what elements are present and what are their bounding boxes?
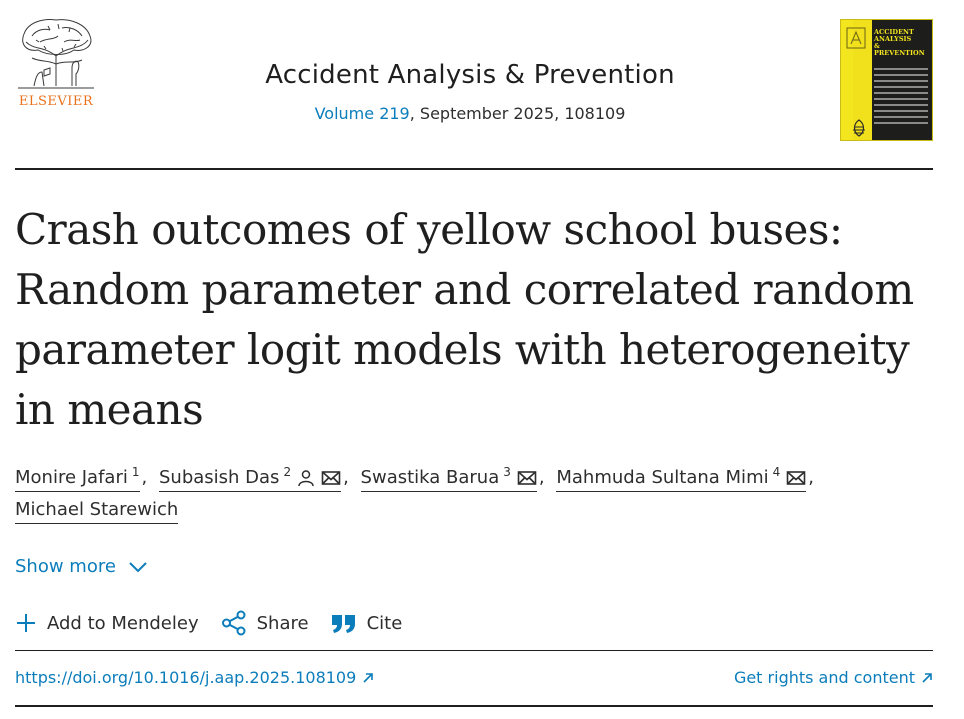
author-link[interactable]: Mahmuda Sultana Mimi $^4$	[556, 467, 806, 492]
author-link[interactable]: Monire Jafari $^1$	[15, 467, 140, 492]
journal-meta	[200, 104, 740, 123]
article-title	[15, 200, 935, 440]
author-link[interactable]: Subasish Das $^2$	[159, 467, 341, 492]
author-link[interactable]	[15, 499, 178, 524]
author-name: Swastika Barua	[360, 467, 500, 488]
show-more-button[interactable]	[15, 556, 148, 577]
author-link[interactable]: Swastika Barua $^3$	[361, 467, 537, 492]
get-rights-link[interactable]	[734, 668, 933, 687]
author-name: Subasish Das	[158, 467, 280, 488]
cite-button[interactable]	[331, 612, 403, 634]
cover-title	[874, 29, 932, 57]
quote-icon	[331, 612, 357, 634]
arrow-up-right-icon	[362, 672, 374, 684]
volume-link[interactable]: Volume 219	[314, 104, 410, 123]
author-separator: ,	[343, 467, 349, 488]
article-title-line4: in means	[15, 385, 204, 434]
email-icon	[321, 470, 341, 486]
article-title-line1: Crash outcomes of yellow school buses:	[15, 205, 843, 254]
author-name: Michael Starewich	[15, 499, 179, 520]
cover-emblem-icon	[849, 118, 869, 138]
journal-issue-info: , September 2025, 108109	[409, 104, 626, 123]
article-actions	[15, 610, 402, 636]
author-list	[15, 462, 945, 526]
email-icon	[786, 470, 806, 486]
cover-title-line4: PREVENTION	[874, 49, 925, 57]
publisher-name: ELSEVIER	[18, 94, 94, 109]
add-to-mendeley-button[interactable]	[15, 612, 199, 634]
actions-divider	[15, 650, 933, 651]
cover-title-line1: ACCIDENT	[874, 28, 914, 36]
article-title-line2: Random parameter and correlated random	[15, 265, 914, 314]
share-icon	[221, 610, 247, 636]
email-icon	[517, 470, 537, 486]
share-button[interactable]	[221, 610, 309, 636]
plus-icon	[15, 612, 37, 634]
show-more-label: Show more	[15, 556, 116, 577]
share-label: Share	[256, 612, 309, 634]
rights-text: Get rights and content	[733, 668, 915, 687]
cover-title-line3: &	[874, 42, 880, 50]
person-icon	[297, 469, 315, 487]
doi-link[interactable]	[15, 668, 374, 687]
journal-title-link[interactable]: Accident Analysis & Prevention	[265, 60, 675, 90]
tree-icon	[14, 16, 98, 92]
cover-logo-icon	[845, 26, 867, 52]
author-separator: ,	[141, 467, 148, 488]
header-divider	[15, 168, 933, 170]
article-title-line3: parameter logit models with heterogeneity	[15, 325, 910, 374]
mendeley-label: Add to Mendeley	[47, 612, 199, 634]
cover-contents-lines	[874, 68, 928, 128]
bottom-divider	[15, 705, 933, 707]
header	[0, 0, 964, 170]
cite-label: Cite	[366, 612, 403, 634]
author-name: Monire Jafari	[15, 467, 128, 488]
author-name: Mahmuda Sultana Mimi	[556, 467, 769, 488]
doi-text: https://doi.org/10.1016/j.aap.2025.108109	[15, 668, 357, 687]
chevron-down-icon	[128, 561, 148, 573]
elsevier-logo[interactable]	[14, 16, 98, 112]
journal-info	[200, 60, 740, 123]
author-separator: ,	[808, 467, 814, 488]
journal-cover[interactable]	[840, 19, 933, 141]
author-separator: ,	[538, 467, 545, 488]
cover-title-line2: ANALYSIS	[874, 35, 912, 43]
arrow-up-right-icon	[921, 672, 933, 684]
